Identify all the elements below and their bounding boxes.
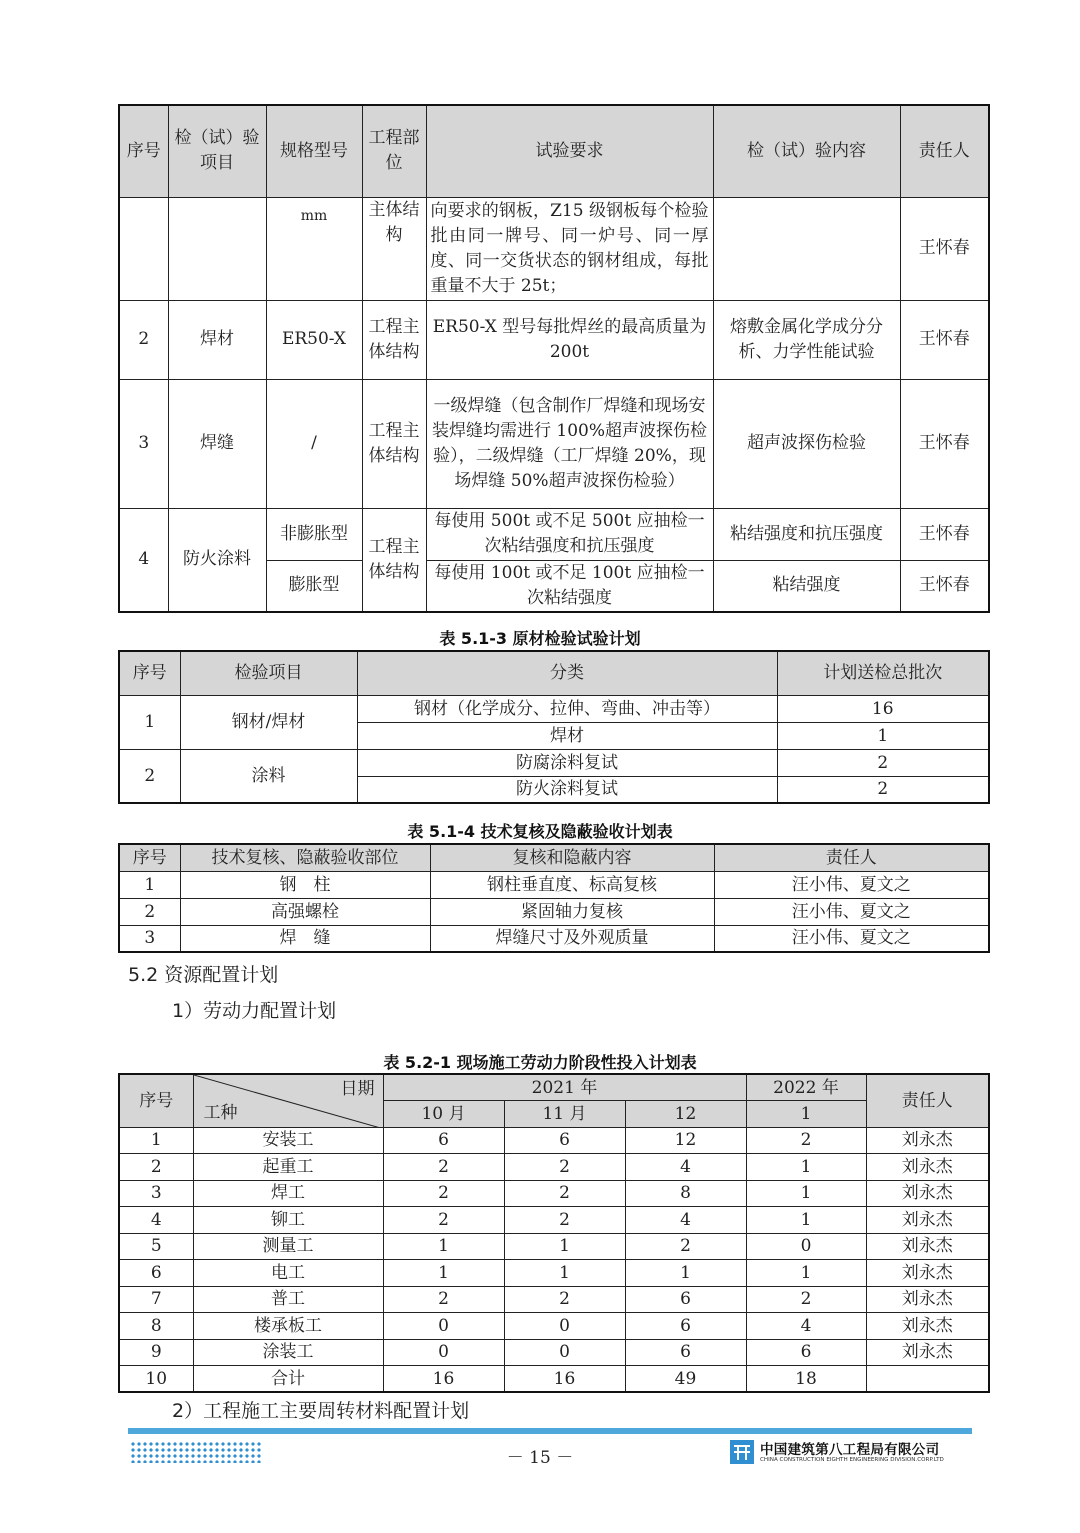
cscec-logo-icon	[730, 1440, 754, 1464]
company-name-en: CHINA CONSTRUCTION EIGHTH ENGINEERING DIVISION.CORP.LTD	[760, 1457, 944, 1463]
table-row	[119, 1233, 989, 1260]
cell-person: 刘永杰	[866, 1313, 989, 1340]
header-date: 日期	[340, 1079, 375, 1099]
header-cell: 试验要求	[426, 105, 713, 197]
cell-value: 2	[504, 1180, 625, 1207]
header-type: 工种	[203, 1102, 238, 1123]
cell-person: 王怀春	[900, 508, 989, 560]
cell-value: 16	[504, 1366, 625, 1393]
cell-content: 超声波探伤检验	[713, 379, 900, 508]
cell-no: 10	[119, 1366, 193, 1393]
header-cell: 检（试）验项目	[168, 105, 266, 197]
cell-person: 汪小伟、夏文之	[714, 871, 989, 898]
page-number: － 15 －	[506, 1448, 574, 1468]
header-month: 11 月	[504, 1101, 625, 1128]
cell-value: 0	[504, 1339, 625, 1366]
cell-no: 2	[119, 1154, 193, 1181]
table-row	[119, 1207, 989, 1234]
cell-value: 0	[383, 1339, 504, 1366]
cell-type: 电工	[193, 1260, 383, 1287]
cell-spec: 非膨胀型	[266, 508, 362, 560]
cell-value: 6	[625, 1286, 746, 1313]
subsection-heading: 2）工程施工主要周转材料配置计划	[172, 1400, 470, 1422]
cell-category: 防腐涂料复试	[357, 749, 777, 776]
cell-no: 7	[119, 1286, 193, 1313]
cell-value: 6	[625, 1339, 746, 1366]
cell-value: 0	[504, 1313, 625, 1340]
cell-spec: mm	[266, 197, 362, 300]
cell-no: 3	[119, 1180, 193, 1207]
header-cell: 检（试）验内容	[713, 105, 900, 197]
header-cell: 复核和隐蔽内容	[430, 844, 714, 871]
header-cell: 责任人	[866, 1074, 989, 1127]
cell-value: 4	[625, 1207, 746, 1234]
section-heading: 5.2 资源配置计划	[128, 964, 279, 986]
cell-value: 1	[504, 1260, 625, 1287]
cell-content: 粘结强度	[713, 560, 900, 612]
header-cell: 责任人	[900, 105, 989, 197]
cell-value: 1	[383, 1260, 504, 1287]
cell-value: 2	[383, 1154, 504, 1181]
cell-part: 工程主体结构	[362, 300, 426, 379]
cell-value: 49	[625, 1366, 746, 1393]
cell-item: 焊缝	[168, 379, 266, 508]
cell-no: 9	[119, 1339, 193, 1366]
header-cell: 序号	[119, 1074, 193, 1127]
cell-category: 钢材（化学成分、拉伸、弯曲、冲击等）	[357, 695, 777, 722]
review-table	[118, 843, 990, 953]
subsection-heading: 1）劳动力配置计划	[172, 1000, 337, 1022]
cell-value: 1	[746, 1207, 866, 1234]
cell-item: 焊材	[168, 300, 266, 379]
material-test-table	[118, 650, 990, 804]
cell-no: 2	[119, 300, 168, 379]
cell-person: 汪小伟、夏文之	[714, 925, 989, 952]
table-caption: 表 5.1-3 原材检验试验计划	[439, 629, 641, 648]
cell-no: 3	[119, 379, 168, 508]
cell-value: 1	[625, 1260, 746, 1287]
cell-no: 3	[119, 925, 180, 952]
table-row	[119, 300, 989, 379]
cell-no: 6	[119, 1260, 193, 1287]
cell-requirement: 一级焊缝（包含制作厂焊缝和现场安装焊缝均需进行 100%超声波探伤检验），二级焊缝（工厂焊缝 20%，现场焊缝 50%超声波探伤检验）	[426, 379, 713, 508]
cell-person: 刘永杰	[866, 1127, 989, 1154]
cell-content: 紧固轴力复核	[430, 898, 714, 925]
cell-content	[713, 197, 900, 300]
cell-part: 工程主体结构	[362, 508, 426, 612]
cell-item: 钢材/焊材	[180, 695, 357, 749]
header-cell: 责任人	[714, 844, 989, 871]
cell-part: 焊 缝	[180, 925, 430, 952]
cell-value: 6	[383, 1127, 504, 1154]
cell-person: 刘永杰	[866, 1233, 989, 1260]
table-row	[119, 1339, 989, 1366]
table-row	[119, 898, 989, 925]
cell-person: 王怀春	[900, 300, 989, 379]
cell-part: 主体结构	[362, 197, 426, 300]
cell-person: 王怀春	[900, 197, 989, 300]
table-caption: 表 5.2-1 现场施工劳动力阶段性投入计划表	[383, 1053, 697, 1072]
cell-count: 1	[777, 722, 989, 749]
cell-count: 2	[777, 776, 989, 803]
cell-value: 12	[625, 1127, 746, 1154]
cell-person: 刘永杰	[866, 1260, 989, 1287]
cell-content: 粘结强度和抗压强度	[713, 508, 900, 560]
cell-value: 1	[746, 1180, 866, 1207]
cell-type: 焊工	[193, 1180, 383, 1207]
table-row	[119, 695, 989, 722]
table-row	[119, 1286, 989, 1313]
cell-no: 8	[119, 1313, 193, 1340]
cell-value: 0	[746, 1233, 866, 1260]
cell-no: 2	[119, 749, 180, 803]
cell-value: 6	[504, 1127, 625, 1154]
header-cell: 规格型号	[266, 105, 362, 197]
header-cell: 序号	[119, 844, 180, 871]
cell-count: 2	[777, 749, 989, 776]
cell-no: 5	[119, 1233, 193, 1260]
labor-plan-table	[118, 1073, 990, 1393]
cell-value: 2	[625, 1233, 746, 1260]
table-row	[119, 1366, 989, 1393]
diagonal-header	[193, 1074, 383, 1127]
cell-spec: /	[266, 379, 362, 508]
header-cell: 计划送检总批次	[777, 651, 989, 695]
header-cell: 技术复核、隐蔽验收部位	[180, 844, 430, 871]
cell-no: 1	[119, 695, 180, 749]
company-logo	[730, 1438, 972, 1468]
cell-type: 普工	[193, 1286, 383, 1313]
header-cell: 2022 年	[746, 1074, 866, 1101]
cell-no: 1	[119, 871, 180, 898]
cell-type: 涂装工	[193, 1339, 383, 1366]
cell-no: 4	[119, 508, 168, 612]
header-cell: 序号	[119, 651, 180, 695]
cell-category: 焊材	[357, 722, 777, 749]
table-row	[119, 749, 989, 776]
cell-content: 焊缝尺寸及外观质量	[430, 925, 714, 952]
cell-requirement: 向要求的钢板，Z15 级钢板每个检验批由同一牌号、同一炉号、同一厚度、同一交货状态的钢材组成，每批重量不大于 25t；	[426, 197, 713, 300]
table-row	[119, 925, 989, 952]
cell-value: 2	[383, 1180, 504, 1207]
table-caption: 表 5.1-4 技术复核及隐蔽验收计划表	[407, 822, 673, 841]
header-cell: 检验项目	[180, 651, 357, 695]
cell-value: 0	[383, 1313, 504, 1340]
cell-spec: 膨胀型	[266, 560, 362, 612]
table-row	[119, 508, 989, 560]
table-row	[119, 871, 989, 898]
cell-item	[168, 197, 266, 300]
cell-requirement: 每使用 500t 或不足 500t 应抽检一次粘结强度和抗压强度	[426, 508, 713, 560]
cell-type: 合计	[193, 1366, 383, 1393]
cell-value: 8	[625, 1180, 746, 1207]
cell-value: 2	[504, 1286, 625, 1313]
cell-no: 1	[119, 1127, 193, 1154]
cell-person: 王怀春	[900, 379, 989, 508]
cell-part: 高强螺栓	[180, 898, 430, 925]
cell-value: 6	[746, 1339, 866, 1366]
cell-value: 1	[746, 1154, 866, 1181]
cell-no: 2	[119, 898, 180, 925]
cell-person: 刘永杰	[866, 1180, 989, 1207]
cell-value: 2	[746, 1286, 866, 1313]
cell-person: 刘永杰	[866, 1207, 989, 1234]
cell-person: 汪小伟、夏文之	[714, 898, 989, 925]
table-row	[119, 1180, 989, 1207]
cell-count: 16	[777, 695, 989, 722]
table-row	[119, 379, 989, 508]
cell-value: 2	[746, 1127, 866, 1154]
cell-category: 防火涂料复试	[357, 776, 777, 803]
cell-type: 起重工	[193, 1154, 383, 1181]
cell-type: 测量工	[193, 1233, 383, 1260]
cell-part: 钢 柱	[180, 871, 430, 898]
cell-item: 涂料	[180, 749, 357, 803]
cell-value: 1	[383, 1233, 504, 1260]
cell-value: 2	[383, 1286, 504, 1313]
table-row	[119, 1260, 989, 1287]
header-cell: 分类	[357, 651, 777, 695]
cell-value: 2	[504, 1207, 625, 1234]
cell-type: 铆工	[193, 1207, 383, 1234]
inspection-table	[118, 104, 990, 613]
cell-person: 王怀春	[900, 560, 989, 612]
table-row	[119, 1154, 989, 1181]
cell-item: 防火涂料	[168, 508, 266, 612]
cell-requirement: ER50-X 型号每批焊丝的最高质量为 200t	[426, 300, 713, 379]
table-row	[119, 197, 989, 300]
table-row	[119, 1313, 989, 1340]
company-name-cn: 中国建筑第八工程局有限公司	[760, 1442, 940, 1458]
cell-value: 4	[746, 1313, 866, 1340]
cell-no	[119, 197, 168, 300]
cell-value: 18	[746, 1366, 866, 1393]
cell-value: 2	[383, 1207, 504, 1234]
cell-person: 刘永杰	[866, 1154, 989, 1181]
cell-requirement: 每使用 100t 或不足 100t 应抽检一次粘结强度	[426, 560, 713, 612]
header-month: 1	[746, 1101, 866, 1128]
cell-value: 2	[504, 1154, 625, 1181]
cell-content: 熔敷金属化学成分分析、力学性能试验	[713, 300, 900, 379]
cell-part: 工程主体结构	[362, 379, 426, 508]
header-cell: 2021 年	[383, 1074, 746, 1101]
cell-value: 1	[746, 1260, 866, 1287]
footer-bar	[128, 1428, 972, 1434]
cell-person	[866, 1366, 989, 1393]
header-month: 10 月	[383, 1101, 504, 1128]
cell-spec: ER50-X	[266, 300, 362, 379]
table-row	[119, 1127, 989, 1154]
cell-person: 刘永杰	[866, 1286, 989, 1313]
cell-content: 钢柱垂直度、标高复核	[430, 871, 714, 898]
cell-value: 1	[504, 1233, 625, 1260]
header-month: 12	[625, 1101, 746, 1128]
header-cell: 工程部位	[362, 105, 426, 197]
cell-type: 楼承板工	[193, 1313, 383, 1340]
cell-value: 6	[625, 1313, 746, 1340]
cell-value: 16	[383, 1366, 504, 1393]
cell-person: 刘永杰	[866, 1339, 989, 1366]
header-cell: 序号	[119, 105, 168, 197]
cell-value: 4	[625, 1154, 746, 1181]
cell-no: 4	[119, 1207, 193, 1234]
cell-type: 安装工	[193, 1127, 383, 1154]
